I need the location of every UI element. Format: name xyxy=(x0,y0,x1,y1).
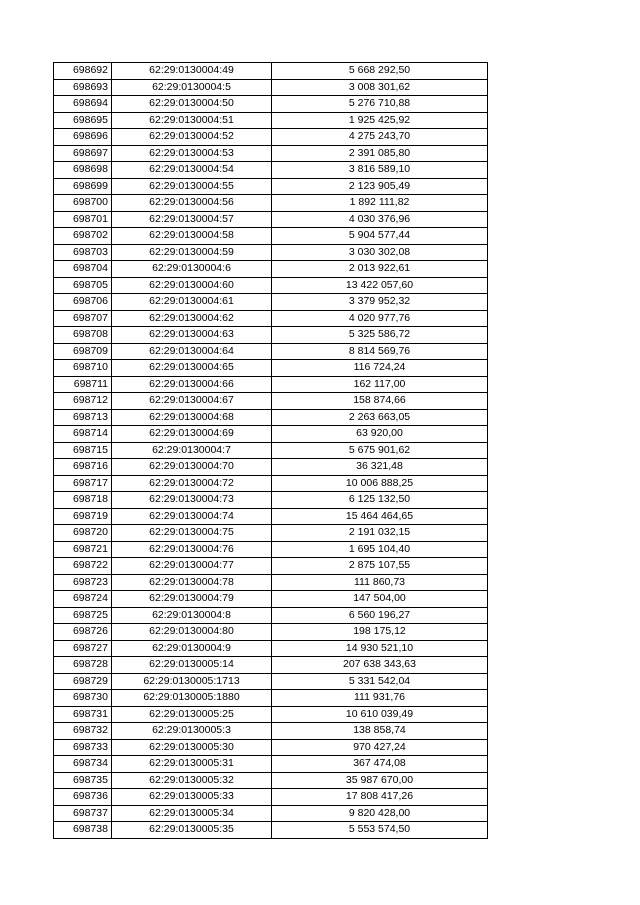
cadastral-number-cell: 62:29:0130004:52 xyxy=(112,129,272,146)
table-row xyxy=(54,756,488,773)
table-row xyxy=(54,558,488,575)
table-row xyxy=(54,822,488,839)
table-row xyxy=(54,162,488,179)
row-number-cell: 698694 xyxy=(54,96,112,113)
cadastral-number-cell: 62:29:0130005:35 xyxy=(112,822,272,839)
value-cell: 4 275 243,70 xyxy=(272,129,488,146)
cadastral-number-cell: 62:29:0130004:65 xyxy=(112,360,272,377)
row-number-cell: 698708 xyxy=(54,327,112,344)
table-row xyxy=(54,195,488,212)
value-cell: 17 808 417,26 xyxy=(272,789,488,806)
value-cell: 1 695 104,40 xyxy=(272,541,488,558)
table-row xyxy=(54,541,488,558)
value-cell: 2 191 032,15 xyxy=(272,525,488,542)
row-number-cell: 698703 xyxy=(54,244,112,261)
cadastral-number-cell: 62:29:0130004:51 xyxy=(112,112,272,129)
row-number-cell: 698729 xyxy=(54,673,112,690)
value-cell: 13 422 057,60 xyxy=(272,277,488,294)
row-number-cell: 698706 xyxy=(54,294,112,311)
value-cell: 9 820 428,00 xyxy=(272,805,488,822)
value-cell: 198 175,12 xyxy=(272,624,488,641)
row-number-cell: 698712 xyxy=(54,393,112,410)
value-cell: 2 391 085,80 xyxy=(272,145,488,162)
cadastral-number-cell: 62:29:0130004:78 xyxy=(112,574,272,591)
value-cell: 15 464 464,65 xyxy=(272,508,488,525)
row-number-cell: 698714 xyxy=(54,426,112,443)
value-cell: 10 610 039,49 xyxy=(272,706,488,723)
cadastral-number-cell: 62:29:0130004:68 xyxy=(112,409,272,426)
cadastral-number-cell: 62:29:0130004:74 xyxy=(112,508,272,525)
table-row xyxy=(54,426,488,443)
table-row xyxy=(54,294,488,311)
cadastral-number-cell: 62:29:0130004:75 xyxy=(112,525,272,542)
value-cell: 2 013 922,61 xyxy=(272,261,488,278)
value-cell: 158 874,66 xyxy=(272,393,488,410)
table-row xyxy=(54,640,488,657)
data-table xyxy=(53,62,488,839)
row-number-cell: 698709 xyxy=(54,343,112,360)
row-number-cell: 698718 xyxy=(54,492,112,509)
value-cell: 1 892 111,82 xyxy=(272,195,488,212)
value-cell: 5 553 574,50 xyxy=(272,822,488,839)
value-cell: 5 325 586,72 xyxy=(272,327,488,344)
row-number-cell: 698692 xyxy=(54,63,112,80)
value-cell: 147 504,00 xyxy=(272,591,488,608)
row-number-cell: 698723 xyxy=(54,574,112,591)
value-cell: 367 474,08 xyxy=(272,756,488,773)
table-row xyxy=(54,475,488,492)
value-cell: 6 560 196,27 xyxy=(272,607,488,624)
table-row xyxy=(54,112,488,129)
row-number-cell: 698733 xyxy=(54,739,112,756)
table-row xyxy=(54,442,488,459)
cadastral-number-cell: 62:29:0130005:1713 xyxy=(112,673,272,690)
cadastral-number-cell: 62:29:0130004:54 xyxy=(112,162,272,179)
value-cell: 6 125 132,50 xyxy=(272,492,488,509)
row-number-cell: 698704 xyxy=(54,261,112,278)
value-cell: 2 263 663,05 xyxy=(272,409,488,426)
cadastral-number-cell: 62:29:0130004:80 xyxy=(112,624,272,641)
value-cell: 5 331 542,04 xyxy=(272,673,488,690)
cadastral-number-cell: 62:29:0130004:73 xyxy=(112,492,272,509)
cadastral-number-cell: 62:29:0130004:61 xyxy=(112,294,272,311)
cadastral-number-cell: 62:29:0130005:25 xyxy=(112,706,272,723)
row-number-cell: 698701 xyxy=(54,211,112,228)
value-cell: 35 987 670,00 xyxy=(272,772,488,789)
row-number-cell: 698710 xyxy=(54,360,112,377)
table-row xyxy=(54,409,488,426)
value-cell: 3 379 952,32 xyxy=(272,294,488,311)
table-row xyxy=(54,805,488,822)
row-number-cell: 698711 xyxy=(54,376,112,393)
cadastral-number-cell: 62:29:0130004:7 xyxy=(112,442,272,459)
value-cell: 116 724,24 xyxy=(272,360,488,377)
row-number-cell: 698736 xyxy=(54,789,112,806)
table-row xyxy=(54,591,488,608)
row-number-cell: 698693 xyxy=(54,79,112,96)
table-row xyxy=(54,459,488,476)
row-number-cell: 698734 xyxy=(54,756,112,773)
cadastral-number-cell: 62:29:0130004:66 xyxy=(112,376,272,393)
row-number-cell: 698698 xyxy=(54,162,112,179)
row-number-cell: 698726 xyxy=(54,624,112,641)
cadastral-number-cell: 62:29:0130004:69 xyxy=(112,426,272,443)
table-row xyxy=(54,228,488,245)
table-row xyxy=(54,508,488,525)
cadastral-number-cell: 62:29:0130004:53 xyxy=(112,145,272,162)
cadastral-number-cell: 62:29:0130004:58 xyxy=(112,228,272,245)
value-cell: 2 123 905,49 xyxy=(272,178,488,195)
row-number-cell: 698720 xyxy=(54,525,112,542)
table-row xyxy=(54,376,488,393)
table-row xyxy=(54,244,488,261)
row-number-cell: 698732 xyxy=(54,723,112,740)
value-cell: 1 925 425,92 xyxy=(272,112,488,129)
cadastral-number-cell: 62:29:0130005:34 xyxy=(112,805,272,822)
row-number-cell: 698730 xyxy=(54,690,112,707)
value-cell: 138 858,74 xyxy=(272,723,488,740)
table-row xyxy=(54,673,488,690)
cadastral-number-cell: 62:29:0130004:70 xyxy=(112,459,272,476)
cadastral-number-cell: 62:29:0130004:56 xyxy=(112,195,272,212)
cadastral-number-cell: 62:29:0130004:79 xyxy=(112,591,272,608)
row-number-cell: 698728 xyxy=(54,657,112,674)
cadastral-number-cell: 62:29:0130004:64 xyxy=(112,343,272,360)
row-number-cell: 698731 xyxy=(54,706,112,723)
table-row xyxy=(54,211,488,228)
table-row xyxy=(54,393,488,410)
row-number-cell: 698725 xyxy=(54,607,112,624)
row-number-cell: 698735 xyxy=(54,772,112,789)
row-number-cell: 698702 xyxy=(54,228,112,245)
row-number-cell: 698699 xyxy=(54,178,112,195)
row-number-cell: 698697 xyxy=(54,145,112,162)
value-cell: 36 321,48 xyxy=(272,459,488,476)
value-cell: 5 904 577,44 xyxy=(272,228,488,245)
row-number-cell: 698705 xyxy=(54,277,112,294)
table-row xyxy=(54,129,488,146)
table-row xyxy=(54,310,488,327)
cadastral-number-cell: 62:29:0130004:9 xyxy=(112,640,272,657)
table-row xyxy=(54,723,488,740)
value-cell: 5 675 901,62 xyxy=(272,442,488,459)
value-cell: 14 930 521,10 xyxy=(272,640,488,657)
value-cell: 3 816 589,10 xyxy=(272,162,488,179)
value-cell: 4 020 977,76 xyxy=(272,310,488,327)
table-row xyxy=(54,492,488,509)
table-row xyxy=(54,277,488,294)
cadastral-number-cell: 62:29:0130004:5 xyxy=(112,79,272,96)
row-number-cell: 698707 xyxy=(54,310,112,327)
value-cell: 63 920,00 xyxy=(272,426,488,443)
cadastral-number-cell: 62:29:0130004:6 xyxy=(112,261,272,278)
cadastral-number-cell: 62:29:0130004:62 xyxy=(112,310,272,327)
value-cell: 5 668 292,50 xyxy=(272,63,488,80)
row-number-cell: 698727 xyxy=(54,640,112,657)
row-number-cell: 698700 xyxy=(54,195,112,212)
table-row xyxy=(54,178,488,195)
row-number-cell: 698696 xyxy=(54,129,112,146)
table-row xyxy=(54,360,488,377)
table-row xyxy=(54,63,488,80)
row-number-cell: 698713 xyxy=(54,409,112,426)
value-cell: 8 814 569,76 xyxy=(272,343,488,360)
value-cell: 162 117,00 xyxy=(272,376,488,393)
table-row xyxy=(54,789,488,806)
cadastral-number-cell: 62:29:0130004:50 xyxy=(112,96,272,113)
cadastral-number-cell: 62:29:0130004:60 xyxy=(112,277,272,294)
cadastral-number-cell: 62:29:0130004:76 xyxy=(112,541,272,558)
table-row xyxy=(54,657,488,674)
value-cell: 970 427,24 xyxy=(272,739,488,756)
cadastral-number-cell: 62:29:0130004:49 xyxy=(112,63,272,80)
value-cell: 3 030 302,08 xyxy=(272,244,488,261)
row-number-cell: 698719 xyxy=(54,508,112,525)
cadastral-number-cell: 62:29:0130004:67 xyxy=(112,393,272,410)
table-row xyxy=(54,525,488,542)
value-cell: 3 008 301,62 xyxy=(272,79,488,96)
table-row xyxy=(54,79,488,96)
row-number-cell: 698738 xyxy=(54,822,112,839)
cadastral-number-cell: 62:29:0130004:72 xyxy=(112,475,272,492)
table-row xyxy=(54,145,488,162)
table-row xyxy=(54,327,488,344)
row-number-cell: 698695 xyxy=(54,112,112,129)
table-body xyxy=(54,63,488,839)
table-row xyxy=(54,772,488,789)
table-row xyxy=(54,343,488,360)
cadastral-number-cell: 62:29:0130005:31 xyxy=(112,756,272,773)
row-number-cell: 698722 xyxy=(54,558,112,575)
cadastral-number-cell: 62:29:0130005:3 xyxy=(112,723,272,740)
value-cell: 10 006 888,25 xyxy=(272,475,488,492)
value-cell: 111 860,73 xyxy=(272,574,488,591)
value-cell: 111 931,76 xyxy=(272,690,488,707)
table-row xyxy=(54,706,488,723)
row-number-cell: 698737 xyxy=(54,805,112,822)
table-row xyxy=(54,574,488,591)
table-row xyxy=(54,96,488,113)
cadastral-number-cell: 62:29:0130005:1880 xyxy=(112,690,272,707)
table-row xyxy=(54,690,488,707)
row-number-cell: 698717 xyxy=(54,475,112,492)
value-cell: 207 638 343,63 xyxy=(272,657,488,674)
cadastral-number-cell: 62:29:0130004:59 xyxy=(112,244,272,261)
row-number-cell: 698721 xyxy=(54,541,112,558)
value-cell: 5 276 710,88 xyxy=(272,96,488,113)
cadastral-number-cell: 62:29:0130005:33 xyxy=(112,789,272,806)
cadastral-number-cell: 62:29:0130004:8 xyxy=(112,607,272,624)
row-number-cell: 698716 xyxy=(54,459,112,476)
value-cell: 2 875 107,55 xyxy=(272,558,488,575)
row-number-cell: 698724 xyxy=(54,591,112,608)
cadastral-number-cell: 62:29:0130005:14 xyxy=(112,657,272,674)
cadastral-number-cell: 62:29:0130005:30 xyxy=(112,739,272,756)
value-cell: 4 030 376,96 xyxy=(272,211,488,228)
cadastral-number-cell: 62:29:0130004:55 xyxy=(112,178,272,195)
table-row xyxy=(54,261,488,278)
cadastral-number-cell: 62:29:0130005:32 xyxy=(112,772,272,789)
cadastral-number-cell: 62:29:0130004:63 xyxy=(112,327,272,344)
cadastral-number-cell: 62:29:0130004:77 xyxy=(112,558,272,575)
row-number-cell: 698715 xyxy=(54,442,112,459)
table-row xyxy=(54,607,488,624)
cadastral-number-cell: 62:29:0130004:57 xyxy=(112,211,272,228)
table-row xyxy=(54,739,488,756)
table-row xyxy=(54,624,488,641)
